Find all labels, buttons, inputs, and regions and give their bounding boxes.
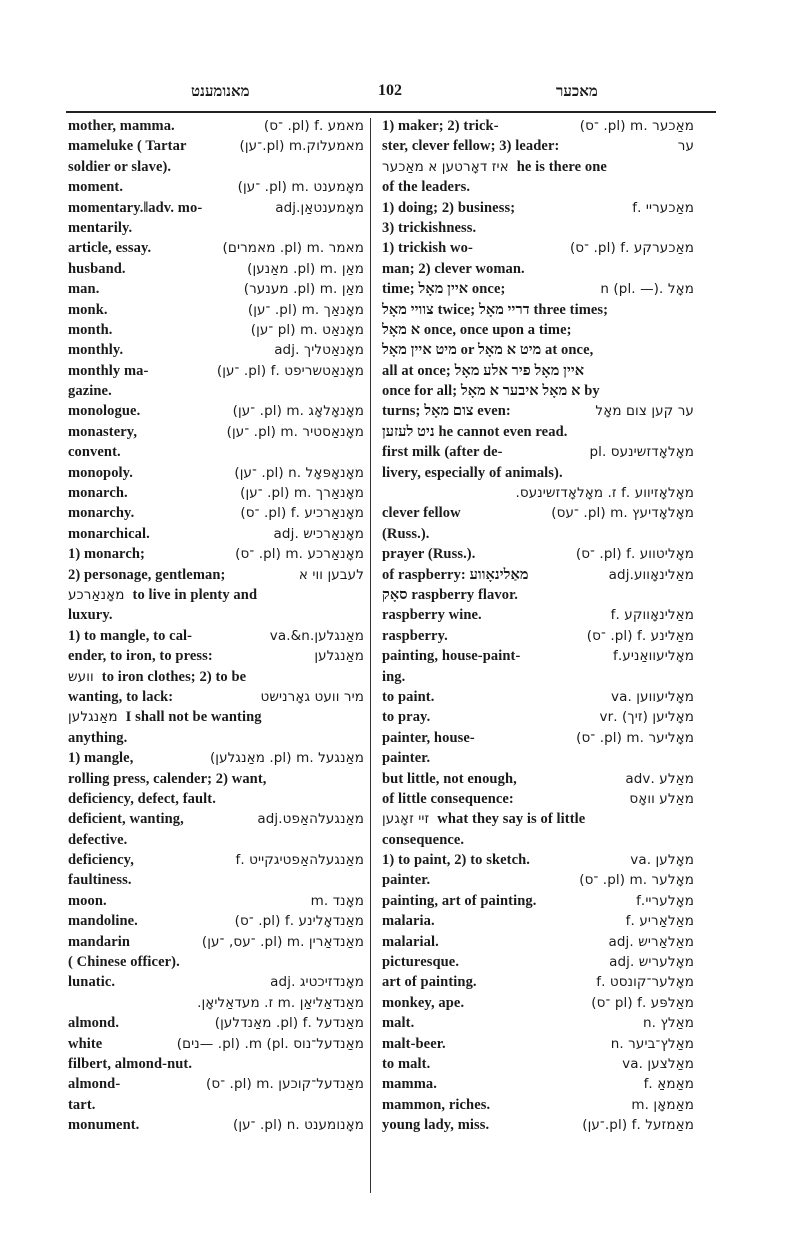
- english-text: 3) trickishness.: [382, 219, 477, 236]
- english-text: deficiency, defect, fault.: [68, 790, 216, 807]
- english-text: man.: [68, 281, 100, 298]
- yiddish-headword: מאַלץ־ביער .n: [610, 1035, 694, 1052]
- english-text: young lady, miss.: [382, 1117, 490, 1134]
- dictionary-line: [68, 524, 364, 544]
- dictionary-line: [68, 1074, 364, 1094]
- yiddish-headword: מאַלצען .va: [622, 1055, 694, 1072]
- dictionary-line: [382, 483, 694, 503]
- dictionary-line: [68, 769, 364, 789]
- english-text: malaria.: [382, 913, 435, 930]
- dictionary-line: [382, 891, 694, 911]
- dictionary-line: [68, 279, 364, 299]
- yiddish-headword: מאַלפּע .f (pl ־ס): [591, 994, 694, 1011]
- dictionary-line: [68, 401, 364, 421]
- yiddish-headword: מאָנאַט .m (pl ־ען): [250, 321, 364, 338]
- english-text: time; איין מאָל once;: [382, 281, 506, 298]
- yiddish-headword: מאָליטווע .f (pl. ־ס): [575, 546, 694, 563]
- english-text: deficiency,: [68, 852, 134, 869]
- english-text: painting, art of painting.: [382, 892, 537, 909]
- dictionary-line: [382, 361, 694, 381]
- english-text: wanting, to lack:: [68, 688, 174, 705]
- dictionary-line: [382, 1034, 694, 1054]
- english-text: month.: [68, 321, 113, 338]
- english-text: to pray.: [382, 709, 431, 726]
- dictionary-line: [68, 483, 364, 503]
- english-text: monthly ma-: [68, 362, 149, 379]
- dictionary-line: [68, 850, 364, 870]
- dictionary-line: [68, 503, 364, 523]
- yiddish-headword: מאַמאָן .m: [631, 1096, 694, 1113]
- yiddish-headword: מאַנגעלהאַפט.adj: [257, 811, 364, 828]
- dictionary-line: [382, 769, 694, 789]
- dictionary-line: [382, 667, 694, 687]
- dictionary-line: [68, 340, 364, 360]
- english-text: mameluke ( Tartar: [68, 138, 187, 155]
- dictionary-line: [382, 218, 694, 238]
- yiddish-headword: וועש: [68, 668, 94, 685]
- english-text: monarchy.: [68, 505, 135, 522]
- english-text: he is there one: [516, 158, 607, 175]
- english-text: malt.: [382, 1015, 415, 1032]
- english-text: white: [68, 1035, 103, 1052]
- dictionary-line: [382, 972, 694, 992]
- english-text: what they say is of little: [437, 811, 586, 828]
- yiddish-headword: מאָלאָדיעץ .m (pl. ־עס): [551, 505, 694, 522]
- dictionary-line: [382, 830, 694, 850]
- english-text: of the leaders.: [382, 179, 471, 196]
- english-text: to paint.: [382, 688, 435, 705]
- yiddish-headword: מאָליעוואַניע.f: [613, 648, 694, 665]
- dictionary-line: [68, 830, 364, 850]
- yiddish-headword: מאָנאַך .m (pl. ־ען): [247, 301, 364, 318]
- dictionary-line: [382, 381, 694, 401]
- english-text: monopoly.: [68, 464, 133, 481]
- english-text: momentary.‖adv. mo-: [68, 199, 203, 216]
- dictionary-line: [68, 116, 364, 136]
- dictionary-line: [382, 646, 694, 666]
- dictionary-line: [68, 1034, 364, 1054]
- yiddish-headword: מאַלע .adv: [625, 770, 694, 787]
- dictionary-line: [68, 626, 364, 646]
- dictionary-line: [382, 259, 694, 279]
- english-text: ing.: [382, 668, 406, 685]
- yiddish-headword: מאָנאַרכיש .adj: [273, 525, 364, 542]
- english-text: צוויי מאָל twice; דריי מאָל three times;: [382, 301, 609, 318]
- dictionary-line: [68, 728, 364, 748]
- english-text: mammon, riches.: [382, 1096, 491, 1113]
- english-text: but little, not enough,: [382, 770, 517, 787]
- dictionary-line: [382, 585, 694, 605]
- page-number: 102: [378, 82, 402, 99]
- english-text: malt-beer.: [382, 1035, 446, 1052]
- dictionary-line: [382, 1115, 694, 1135]
- dictionary-line: [382, 932, 694, 952]
- yiddish-headword: מאָנאַטשריפט .f (pl. ־ען): [216, 362, 364, 379]
- english-text: to malt.: [382, 1055, 431, 1072]
- dictionary-line: [382, 238, 694, 258]
- dictionary-line: [382, 728, 694, 748]
- yiddish-headword: מאָמענטאַן.adj: [275, 199, 364, 216]
- yiddish-headword: מאָליעווען .va: [611, 688, 694, 705]
- dictionary-line: [382, 687, 694, 707]
- english-text: mother, mamma.: [68, 118, 175, 134]
- yiddish-headword: מאָנאַטליך .adj: [274, 342, 364, 359]
- dictionary-line: [382, 177, 694, 197]
- dictionary-line: [382, 707, 694, 727]
- english-text: 2) personage, gentleman;: [68, 566, 226, 583]
- english-text: moment.: [68, 179, 124, 196]
- yiddish-headword: מאָנד .m: [310, 892, 364, 909]
- yiddish-headword: מיר וועט גאָרנישט: [260, 688, 364, 705]
- dictionary-line: [68, 422, 364, 442]
- yiddish-headword: מאָנאַסטיר .m (pl. ־ען): [226, 423, 364, 440]
- english-text: monkey, ape.: [382, 994, 465, 1011]
- dictionary-line: [382, 1074, 694, 1094]
- yiddish-headword: מאַנדאָלינע .f (pl. ־ס): [234, 913, 364, 930]
- dictionary-line: [382, 157, 694, 177]
- dictionary-line: [68, 952, 364, 972]
- yiddish-headword: מאַכער .m (pl. ־ס): [579, 118, 694, 134]
- dictionary-line: [382, 544, 694, 564]
- dictionary-line: [68, 238, 364, 258]
- dictionary-line: [382, 136, 694, 156]
- dictionary-line: [68, 300, 364, 320]
- english-text: tart.: [68, 1096, 96, 1113]
- dictionary-line: [68, 870, 364, 890]
- dictionary-line: [382, 809, 694, 829]
- dictionary-line: [382, 1095, 694, 1115]
- yiddish-headword: מאַלע וואָס: [629, 790, 694, 807]
- english-text: man; 2) clever woman.: [382, 260, 525, 277]
- yiddish-headword: מאָליען (זיך) .vr: [599, 709, 694, 726]
- yiddish-headword: מאַכעריי .f: [632, 199, 694, 216]
- yiddish-headword: ער קען צום מאָל: [595, 403, 694, 420]
- english-text: 1) maker; 2) trick-: [382, 118, 499, 134]
- english-text: mandarin: [68, 933, 131, 950]
- yiddish-headword: מאָלען .va: [630, 852, 694, 869]
- dictionary-line: [68, 932, 364, 952]
- english-text: ניט לעזען he cannot even read.: [382, 423, 568, 440]
- english-text: מיט איין מאָל or מיט א מאָל at once,: [382, 342, 594, 359]
- dictionary-line: [382, 503, 694, 523]
- english-text: anything.: [68, 729, 128, 746]
- english-text: prayer (Russ.).: [382, 546, 476, 563]
- yiddish-headword: מאַנדעל .f (pl. מאַנדלען): [214, 1015, 364, 1032]
- dictionary-line: [382, 993, 694, 1013]
- english-text: moon.: [68, 892, 107, 909]
- dictionary-line: [382, 565, 694, 585]
- yiddish-headword: מאַכערקע .f (pl. ־ס): [569, 240, 694, 257]
- english-text: picturesque.: [382, 954, 460, 971]
- dictionary-line: [68, 565, 364, 585]
- yiddish-headword: מאָלעריי.f: [636, 892, 694, 909]
- english-text: consequence.: [382, 831, 465, 848]
- left-column: [68, 116, 364, 1136]
- dictionary-line: [68, 891, 364, 911]
- english-text: סאָק raspberry flavor.: [382, 586, 519, 603]
- yiddish-headword: מאַלאַריע .f: [625, 913, 694, 930]
- dictionary-line: [382, 116, 694, 136]
- yiddish-headword: מאָנאַרכע .m (pl. ־ס): [235, 546, 364, 563]
- dictionary-line: [68, 809, 364, 829]
- yiddish-headword: ער: [677, 138, 694, 155]
- english-text: raspberry wine.: [382, 607, 482, 624]
- dictionary-line: [68, 1013, 364, 1033]
- yiddish-headword: מאַן .m (pl. מענער): [243, 281, 364, 298]
- dictionary-line: [68, 218, 364, 238]
- yiddish-headword: מאָליער .m (pl. ־ס): [576, 729, 694, 746]
- english-text: turns; צום מאָל even:: [382, 403, 511, 420]
- yiddish-headword: מאַלינאָווע.adj: [608, 566, 694, 583]
- english-text: monologue.: [68, 403, 141, 420]
- dictionary-line: [68, 177, 364, 197]
- dictionary-line: [382, 524, 694, 544]
- dictionary-line: [68, 1095, 364, 1115]
- english-text: monk.: [68, 301, 108, 318]
- english-text: 1) monarch;: [68, 546, 145, 563]
- dictionary-line: [68, 605, 364, 625]
- dictionary-line: [382, 952, 694, 972]
- yiddish-headword: מאמעלוק.m (pl.־ען): [239, 138, 364, 155]
- dictionary-line: [68, 381, 364, 401]
- english-text: defective.: [68, 831, 128, 848]
- dictionary-line: [68, 687, 364, 707]
- english-text: (Russ.).: [382, 525, 430, 542]
- yiddish-headword: מאַמזעל .f (pl.־ען): [582, 1117, 694, 1134]
- english-text: to live in plenty and: [132, 586, 258, 603]
- english-text: malarial.: [382, 933, 439, 950]
- dictionary-line: [382, 789, 694, 809]
- dictionary-line: [382, 1054, 694, 1074]
- dictionary-line: [382, 626, 694, 646]
- english-text: 1) doing; 2) business;: [382, 199, 516, 216]
- yiddish-headword: מאָנומענט .n (pl. ־ען): [232, 1117, 364, 1134]
- yiddish-headword: מאָלער־קונסט .f: [596, 974, 694, 991]
- yiddish-headword: מאָנאַרכיע .f (pl. ־ס): [240, 505, 364, 522]
- yiddish-headword: מאַלינאָווקע .f: [610, 607, 694, 624]
- english-text: all at once; איין מאָל פיר אלע מאָל: [382, 362, 585, 379]
- english-text: soldier or slave).: [68, 158, 172, 175]
- yiddish-headword: מאמע .f (pl. ־ס): [263, 118, 364, 134]
- english-text: ( Chinese officer).: [68, 954, 180, 971]
- yiddish-headword: מאָלער .m (pl. ־ס): [579, 872, 694, 889]
- english-text: faultiness.: [68, 872, 132, 889]
- yiddish-headword: מאַנדאַרין .m (pl. ־עס, ־ען): [201, 933, 364, 950]
- english-text: lunatic.: [68, 974, 116, 991]
- dictionary-line: [382, 300, 694, 320]
- english-text: painter, house-: [382, 729, 475, 746]
- yiddish-headword: מאַנדעל־קוכען .m (pl. ־ס): [205, 1076, 364, 1093]
- yiddish-headword: מאַנגלען: [314, 648, 364, 665]
- english-text: filbert, almond-nut.: [68, 1055, 193, 1072]
- dictionary-line: [68, 748, 364, 768]
- dictionary-line: [382, 870, 694, 890]
- dictionary-line: [382, 463, 694, 483]
- english-text: monastery,: [68, 423, 138, 440]
- dictionary-line: [382, 198, 694, 218]
- dictionary-line: [68, 1115, 364, 1135]
- dictionary-line: [382, 422, 694, 442]
- right-column: [382, 116, 694, 1136]
- dictionary-line: [68, 972, 364, 992]
- english-text: mamma.: [382, 1076, 437, 1093]
- dictionary-line: [68, 361, 364, 381]
- english-text: ender, to iron, to press:: [68, 648, 213, 665]
- english-text: ster, clever fellow; 3) leader:: [382, 138, 560, 155]
- english-text: luxury.: [68, 607, 113, 624]
- dictionary-line: [382, 1013, 694, 1033]
- yiddish-headword: מאַנדעל־נוס .m (pl. (pl. —נים): [176, 1035, 364, 1052]
- dictionary-line: [382, 401, 694, 421]
- english-text: 1) to mangle, to cal-: [68, 627, 193, 644]
- dictionary-line: [68, 707, 364, 727]
- english-text: raspberry.: [382, 627, 448, 644]
- english-text: art of painting.: [382, 974, 477, 991]
- english-text: of raspberry: מאַלינאָווע: [382, 566, 529, 583]
- column-divider: [370, 118, 371, 1193]
- dictionary-line: [68, 136, 364, 156]
- english-text: monument.: [68, 1117, 140, 1134]
- dictionary-line: [68, 911, 364, 931]
- yiddish-headword: מאַן .m (pl. מאַנען): [247, 260, 364, 277]
- dictionary-line: [68, 789, 364, 809]
- dictionary-line: [382, 442, 694, 462]
- english-text: mentarily.: [68, 219, 133, 236]
- english-text: almond-: [68, 1076, 121, 1093]
- header-rule: [66, 111, 716, 113]
- english-text: rolling press, calender; 2) want,: [68, 770, 267, 787]
- english-text: gazine.: [68, 383, 112, 400]
- yiddish-headword: לעבען ווי א: [298, 566, 364, 583]
- english-text: deficient, wanting,: [68, 811, 184, 828]
- english-text: painter.: [382, 750, 431, 767]
- english-text: almond.: [68, 1015, 120, 1032]
- english-text: I shall not be wanting: [125, 709, 262, 726]
- english-text: monarch.: [68, 485, 128, 502]
- english-text: to iron clothes; 2) to be: [101, 668, 247, 685]
- yiddish-headword: מאָל .n (pl. —): [600, 281, 694, 298]
- dictionary-line: [68, 993, 364, 1013]
- dictionary-line: [68, 1054, 364, 1074]
- english-text: mandoline.: [68, 913, 138, 930]
- english-text: husband.: [68, 260, 126, 277]
- english-text: article, essay.: [68, 240, 152, 257]
- yiddish-headword: מאַנגלען.va.&n: [269, 627, 364, 644]
- dictionary-line: [68, 463, 364, 483]
- yiddish-headword: מאַנגעלהאַפטיגקייט .f: [235, 852, 364, 869]
- dictionary-line: [68, 667, 364, 687]
- english-text: painter.: [382, 872, 431, 889]
- english-text: 1) to paint, 2) to sketch.: [382, 852, 530, 869]
- yiddish-headword: מאָלאָזיווע .f ז. מאָלאָדזשינעס.: [515, 485, 694, 502]
- dictionary-line: [68, 544, 364, 564]
- yiddish-headword: מאַמאַ .f: [643, 1076, 694, 1093]
- english-text: of little consequence:: [382, 790, 514, 807]
- dictionary-line: [68, 259, 364, 279]
- english-text: convent.: [68, 444, 121, 461]
- dictionary-line: [68, 157, 364, 177]
- english-text: monthly.: [68, 342, 124, 359]
- yiddish-headword: מאָמענט .m (pl. ־ען): [237, 179, 364, 196]
- english-text: once for all; א מאָל איבער א מאָל by: [382, 383, 600, 400]
- yiddish-headword: מאַנגלען: [68, 709, 118, 726]
- dictionary-line: [68, 198, 364, 218]
- guide-word-right: מאכער: [556, 82, 598, 100]
- dictionary-line: [382, 850, 694, 870]
- english-text: monarchical.: [68, 525, 150, 542]
- dictionary-line: [382, 279, 694, 299]
- dictionary-line: [68, 320, 364, 340]
- dictionary-line: [382, 748, 694, 768]
- dictionary-line: [382, 911, 694, 931]
- yiddish-headword: מאַנגעל .m (pl. מאַנגלען): [209, 750, 364, 767]
- yiddish-headword: מאַנדאַליאַן .m ז. מעדאַליאָן.: [197, 994, 364, 1011]
- yiddish-headword: מאַלאַריש .adj: [608, 933, 694, 950]
- dictionary-line: [68, 442, 364, 462]
- yiddish-headword: מאַלץ .n: [643, 1015, 694, 1032]
- dictionary-line: [382, 320, 694, 340]
- yiddish-headword: מאָלעריש .adj: [609, 954, 694, 971]
- english-text: first milk (after de-: [382, 444, 503, 461]
- english-text: א מאָל once, once upon a time;: [382, 321, 572, 338]
- english-text: clever fellow: [382, 505, 461, 522]
- yiddish-headword: מאָנאָלאָג .m (pl. ־ען): [232, 403, 364, 420]
- english-text: 1) trickish wo-: [382, 240, 473, 257]
- yiddish-headword: מאָנאָפּאָל .n (pl. ־ען): [234, 464, 364, 481]
- page-header: [66, 82, 716, 108]
- yiddish-headword: מאָנאַרך .m (pl. ־ען): [240, 485, 364, 502]
- dictionary-line: [382, 605, 694, 625]
- dictionary-line: [382, 340, 694, 360]
- english-text: painting, house-paint-: [382, 648, 521, 665]
- dictionary-line: [68, 646, 364, 666]
- yiddish-headword: מאָלאָדזשינעס .pl: [589, 444, 694, 461]
- dictionary-line: [68, 585, 364, 605]
- english-text: 1) mangle,: [68, 750, 134, 767]
- english-text: livery, especially of animals).: [382, 464, 563, 481]
- yiddish-headword: מאָנאַרכע: [68, 586, 125, 603]
- yiddish-headword: איז דאָרטען א מאַכער: [382, 158, 509, 175]
- yiddish-headword: מאָנדזיכטיג .adj: [270, 974, 364, 991]
- guide-word-left: מאנומענט: [191, 82, 250, 100]
- yiddish-headword: מאַלינע .f (pl. ־ס): [586, 627, 694, 644]
- yiddish-headword: זיי זאָגען: [382, 811, 430, 828]
- yiddish-headword: מאמר .m (pl. מאמרים): [222, 240, 364, 257]
